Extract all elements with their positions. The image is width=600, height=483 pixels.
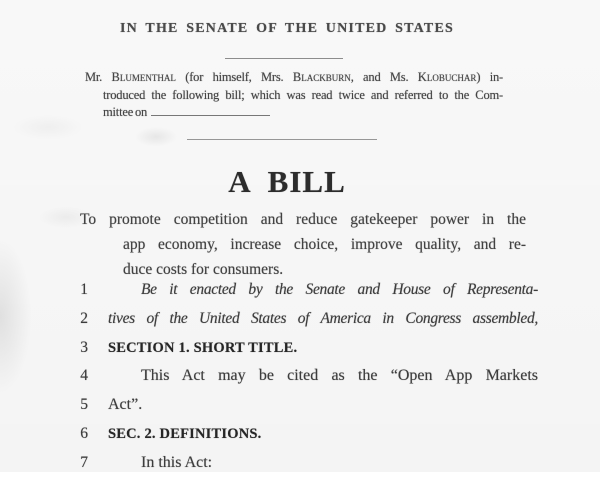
line-number: 3 (80, 338, 88, 356)
sponsor-paragraph (85, 69, 503, 122)
line-number: 7 (80, 453, 88, 471)
sponsor-name-blumenthal: Blumenthal (111, 70, 176, 84)
sponsor-mid-2: , and Ms. (350, 70, 418, 84)
bill-line (0, 396, 600, 425)
bill-line (0, 367, 600, 396)
section-heading: SEC. 2. DEFINITIONS. (108, 425, 262, 442)
sponsor-line-2: troduced the following bill; which was read twice and referred to the Com- (103, 87, 503, 102)
line-number: 6 (80, 424, 88, 442)
bill-text-line: In this Act: (141, 453, 213, 471)
bill-text-line: This Act may be cited as the “Open App Markets (141, 367, 538, 385)
bill-body (0, 281, 600, 483)
bill-text-line: tives of the United States of America in Congress assembled, (108, 309, 538, 327)
preamble-line-2: app economy, increase choice, improve quality, and re- (123, 236, 526, 253)
separator-rule-mid (187, 139, 377, 140)
bill-line (0, 310, 600, 339)
sponsor-mid-1: (for himself, Mrs. (175, 70, 293, 84)
bill-title: A BILL (228, 164, 346, 199)
preamble (80, 207, 526, 282)
line-number: 4 (80, 367, 88, 385)
line-number: 2 (80, 309, 88, 327)
bill-line (0, 425, 600, 454)
sponsor-name-klobuchar: Klobuchar (417, 70, 477, 84)
senate-header: IN THE SENATE OF THE UNITED STATES (120, 21, 454, 36)
section-heading: SECTION 1. SHORT TITLE. (108, 339, 298, 356)
preamble-line-1: To promote competition and reduce gatekeeper power in the (80, 211, 526, 228)
sponsor-line-1 (85, 69, 503, 87)
sponsor-name-blackburn: Blackburn (292, 70, 351, 84)
committee-on-label: mittee on (103, 105, 148, 119)
bill-line (0, 281, 600, 310)
sponsor-prefix: Mr. (85, 70, 112, 84)
sponsor-line-3 (85, 104, 503, 122)
preamble-line-3: duce costs for consumers. (123, 261, 284, 278)
bill-text-line: Be it enacted by the Senate and House of Representa- (141, 281, 538, 298)
line-number: 1 (80, 281, 88, 298)
bill-line (0, 454, 600, 483)
line-number: 5 (80, 396, 88, 414)
committee-blank-line (151, 104, 270, 116)
sponsor-suffix: ) in- (476, 70, 503, 84)
separator-rule-top (225, 58, 343, 59)
bill-line (0, 339, 600, 368)
bill-text-line: Act”. (108, 396, 143, 414)
